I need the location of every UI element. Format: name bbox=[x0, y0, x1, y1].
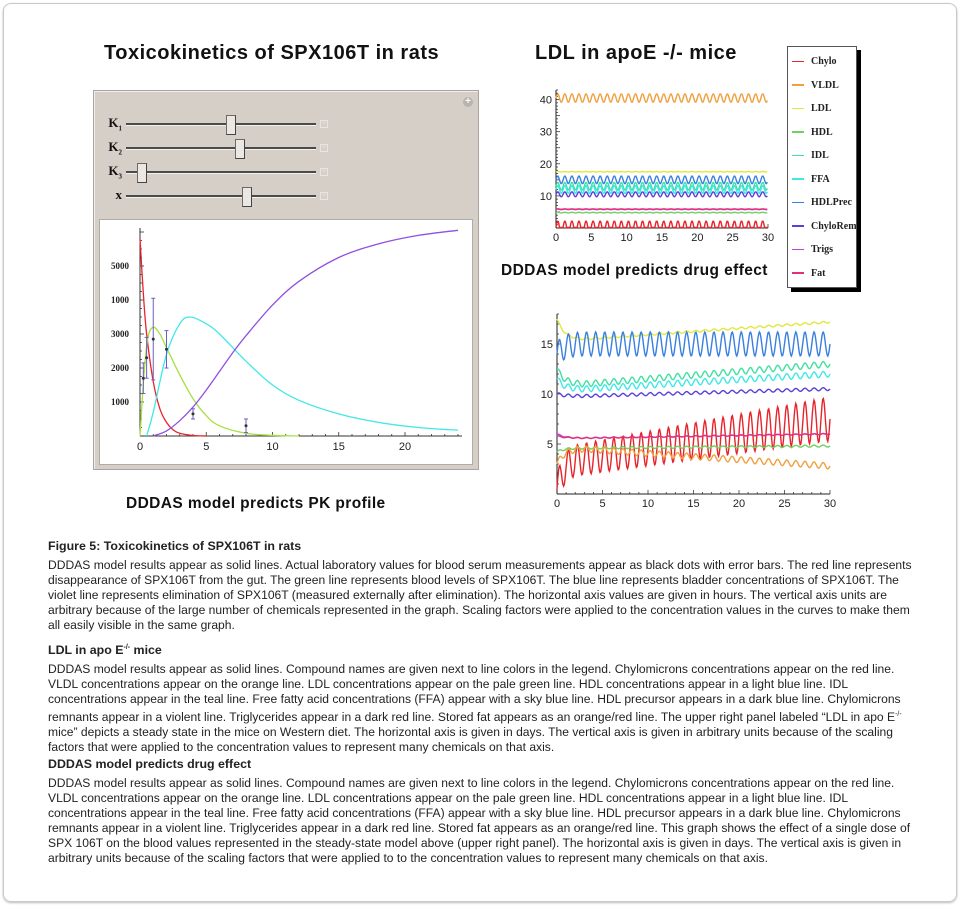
svg-text:2000: 2000 bbox=[111, 363, 129, 373]
slider-expand-icon[interactable]: + bbox=[321, 144, 327, 151]
legend-swatch bbox=[792, 225, 804, 227]
legend-swatch bbox=[792, 155, 804, 157]
figure-heading: Figure 5: Toxicokinetics of SPX106T in rats bbox=[48, 539, 302, 553]
ldl-heading: LDL in apo E-/- mice bbox=[48, 643, 162, 658]
svg-text:0: 0 bbox=[136, 441, 144, 453]
svg-text:30: 30 bbox=[761, 232, 775, 244]
legend-swatch bbox=[792, 84, 804, 86]
svg-text:10: 10 bbox=[266, 441, 279, 453]
drug-heading: DDDAS model predicts drug effect bbox=[48, 757, 252, 771]
svg-text:1000: 1000 bbox=[111, 397, 129, 407]
legend-swatch bbox=[792, 61, 804, 63]
legend-item-trigs: Trigs bbox=[792, 244, 833, 258]
svg-text:5: 5 bbox=[599, 498, 606, 510]
legend-swatch bbox=[792, 272, 804, 274]
svg-text:5: 5 bbox=[546, 439, 553, 451]
slider-track[interactable] bbox=[126, 123, 316, 126]
svg-text:15: 15 bbox=[655, 232, 669, 244]
figure-caption bbox=[48, 539, 916, 633]
legend-item-hdlprec: HDLPrec bbox=[792, 197, 852, 211]
svg-text:25: 25 bbox=[778, 498, 791, 510]
svg-text:15: 15 bbox=[687, 498, 700, 510]
slider-thumb[interactable] bbox=[235, 139, 245, 159]
svg-text:10: 10 bbox=[620, 232, 633, 244]
slider-label: $K_1$ bbox=[108, 115, 122, 133]
svg-text:30: 30 bbox=[823, 498, 837, 510]
svg-text:5: 5 bbox=[588, 232, 595, 244]
svg-text:0: 0 bbox=[553, 498, 561, 510]
legend bbox=[787, 46, 857, 288]
legend-item-idl: IDL bbox=[792, 150, 829, 164]
svg-text:0: 0 bbox=[552, 232, 560, 244]
svg-text:5000: 5000 bbox=[111, 261, 129, 271]
svg-text:3000: 3000 bbox=[111, 329, 129, 339]
legend-item-chylorem: ChyloRem bbox=[792, 221, 857, 235]
drug-subtitle: DDDAS model predicts drug effect bbox=[501, 262, 768, 279]
slider-expand-icon[interactable]: + bbox=[321, 120, 327, 127]
svg-text:1000: 1000 bbox=[111, 295, 129, 305]
pk-chart bbox=[100, 220, 472, 464]
slider-thumb[interactable] bbox=[137, 163, 147, 183]
svg-text:15: 15 bbox=[540, 339, 553, 351]
slider-expand-icon[interactable]: + bbox=[321, 192, 327, 199]
svg-text:20: 20 bbox=[398, 441, 412, 453]
legend-item-fat: Fat bbox=[792, 268, 825, 282]
slider-track[interactable] bbox=[126, 171, 316, 174]
slider-label: $K_2$ bbox=[108, 139, 122, 157]
manipulate-panel bbox=[93, 90, 479, 470]
legend-item-ldl: LDL bbox=[792, 103, 832, 117]
slider-k3[interactable] bbox=[94, 161, 334, 181]
ldl-title: LDL in apoE -/- mice bbox=[535, 42, 737, 64]
svg-text:20: 20 bbox=[732, 498, 746, 510]
svg-text:10: 10 bbox=[641, 498, 655, 510]
slider-x[interactable] bbox=[94, 185, 334, 205]
slider-thumb[interactable] bbox=[242, 187, 252, 207]
slider-label: x bbox=[115, 187, 122, 202]
slider-k1[interactable] bbox=[94, 113, 334, 133]
svg-text:20: 20 bbox=[691, 232, 704, 244]
slider-thumb[interactable] bbox=[226, 115, 236, 135]
slider-label: $K_3$ bbox=[108, 163, 122, 181]
svg-text:40: 40 bbox=[539, 94, 552, 107]
svg-text:10: 10 bbox=[539, 190, 552, 203]
legend-swatch bbox=[792, 131, 804, 133]
legend-item-hdl: HDL bbox=[792, 127, 833, 141]
slider-track[interactable] bbox=[126, 195, 316, 198]
svg-text:10: 10 bbox=[540, 389, 553, 401]
svg-text:25: 25 bbox=[726, 232, 739, 244]
svg-text:15: 15 bbox=[332, 441, 345, 453]
legend-swatch bbox=[792, 178, 804, 180]
drug-text: DDDAS model results appear as solid lines. Compound names are given next to line colors in the legend. Chylomicrons concentrations appear on the red line. VLDL concentrations appear on the orange line. LDL concentrations appear on the pale green line. HDL concentrations appear in a light blue line. IDL concentrations appear in the teal line. Free fatty acid concentrations (FFA) appear with a sky blue line. HDL precursor appears in a dark blue line. Chylomicrons remnants appear in a violent line. Triglycerides appear in a dark red line. Stored fat appears as an orange/red line. This graph shows the effect of a single dose of SPX 106T on the blood values represented in the steady-state model above (upper right panel). The horizontal axis is given in days. The vertical axis is given in arbitrary units because of the scaling factors that were applied to to the concentration values to represent many chemicals on that axis. bbox=[48, 776, 911, 865]
slider-expand-icon[interactable]: + bbox=[321, 168, 327, 175]
legend-item-ffa: FFA bbox=[792, 174, 830, 188]
pk-plot-area bbox=[99, 219, 473, 465]
pk-subtitle: DDDAS model predicts PK profile bbox=[126, 495, 386, 512]
legend-item-vldl: VLDL bbox=[792, 80, 839, 94]
legend-swatch bbox=[792, 202, 804, 204]
ldl-text: DDDAS model results appear as solid lines. Compound names are given next to line colors in the legend. Chylomicrons concentrations appear on the red line. VLDL concentrations appear on the orange line. LDL concentrations appear on the pale green line. HDL concentrations appear in a light blue line. IDL concentrations appear in the teal line. Free fatty acid concentrations (FFA) appear with a sky blue line. HDL precursor appears in a dark blue line. Chylomicrons remnants appear in a violent line. Triglycerides appear in a dark red line. Stored fat appears as an orange/red line. The upper right panel labeled “LDL in apo E-/- mice” depicts a steady state in the mice on Western diet. The horizontal axis is given in days. The vertical axis is given in arbitrary units because of the scaling factors that were applied to the concentration values to represent many chemicals on that axis. bbox=[48, 662, 902, 755]
slider-track[interactable] bbox=[126, 147, 316, 150]
legend-swatch bbox=[792, 249, 804, 251]
figure-text: DDDAS model results appear as solid lines. Actual laboratory values for blood serum measurements appear as black dots with error bars. The red line represents disappearance of SPX106T from the gut. The green line represents blood levels of SPX106T. The blue line represents bladder concentrations of SPX106T. The violet line represents elimination of SPX106T (measured externally after elimination). The horizontal axis values are given in hours. The vertical axis units are arbitrary because of the large number of chemicals represented in the graph. Scaling factors were applied to the concentration values in the curves to make them all easily visible in the same graph. bbox=[48, 558, 912, 632]
drug-caption bbox=[48, 757, 916, 866]
drug-effect-chart bbox=[520, 310, 850, 515]
legend-swatch bbox=[792, 108, 804, 110]
pk-title: Toxicokinetics of SPX106T in rats bbox=[104, 42, 440, 64]
svg-text:5: 5 bbox=[203, 441, 210, 453]
ldl-caption bbox=[48, 640, 916, 755]
svg-text:30: 30 bbox=[539, 126, 552, 139]
svg-text:20: 20 bbox=[539, 158, 552, 171]
plus-icon[interactable]: + bbox=[463, 97, 473, 107]
slider-k2[interactable] bbox=[94, 137, 334, 157]
ldl-chart bbox=[530, 90, 800, 244]
legend-item-chylo: Chylo bbox=[792, 56, 837, 70]
